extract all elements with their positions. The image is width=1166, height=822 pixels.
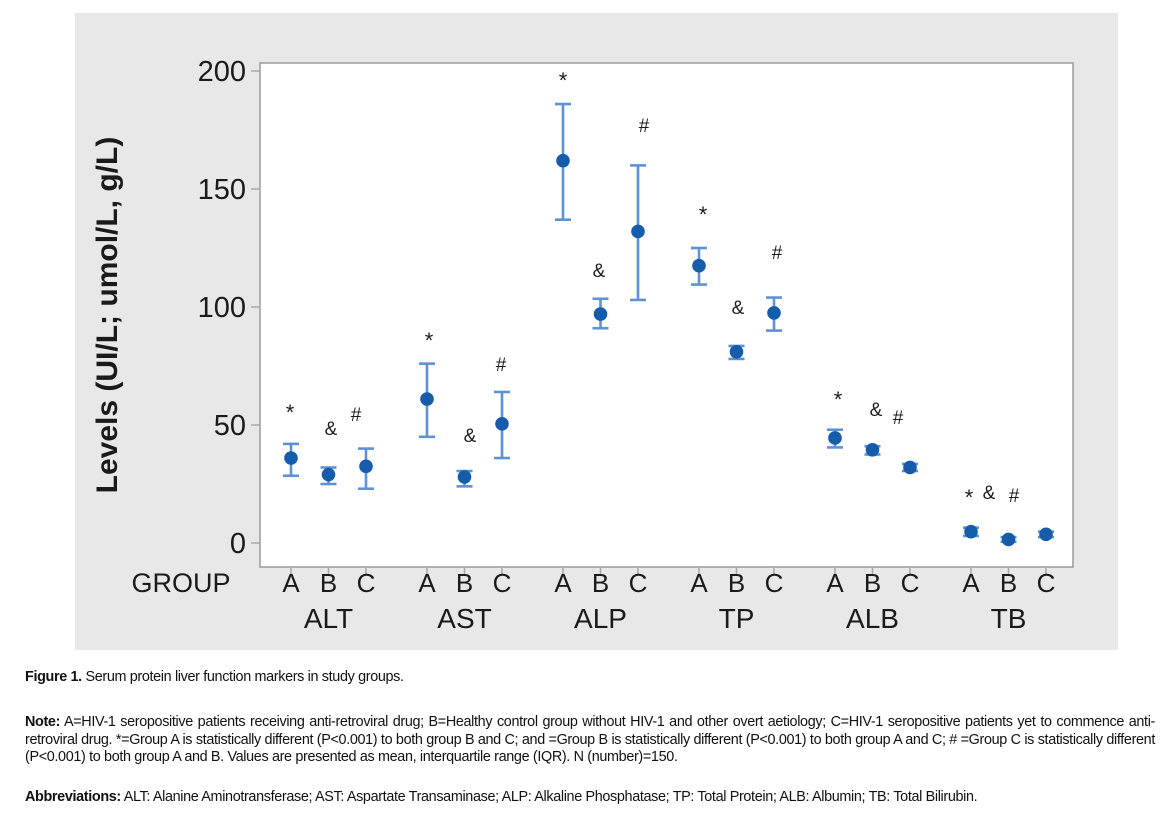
x-point-label: C	[900, 568, 920, 598]
x-point-label: A	[690, 568, 708, 598]
data-point	[594, 307, 608, 321]
significance-marker: #	[1008, 486, 1020, 507]
significance-marker: #	[771, 243, 783, 264]
significance-marker: *	[833, 387, 843, 412]
data-point	[866, 443, 880, 457]
plot-area	[260, 63, 1073, 567]
data-point	[730, 345, 744, 359]
significance-marker: #	[892, 408, 904, 429]
x-point-label: C	[356, 568, 376, 598]
x-point-label: B	[455, 568, 474, 598]
figure-abbreviations	[25, 789, 1155, 807]
y-axis-title: Levels (UI/L; umol/L, g/L)	[91, 136, 124, 494]
x-group-label: AST	[437, 603, 492, 634]
figure-abbreviations-text: ALT: Alanine Aminotransferase; AST: Aspartate Transaminase; ALP: Alkaline Phosphatase; TP: Total Protein; ALB: Albumin; TB: Total Bilirubin.	[120, 789, 978, 805]
x-point-label: B	[727, 568, 746, 598]
x-group-label: ALT	[303, 603, 354, 634]
x-group-label: ALB	[846, 603, 899, 634]
x-group-label: TB	[990, 603, 1027, 634]
data-point	[495, 417, 509, 431]
x-point-label: C	[628, 568, 648, 598]
x-point-label: A	[826, 568, 844, 598]
data-point	[828, 431, 842, 445]
x-point-label: A	[282, 568, 300, 598]
x-point-label: C	[1036, 568, 1056, 598]
significance-marker: #	[495, 355, 507, 376]
data-point	[692, 259, 706, 273]
significance-marker: *	[964, 485, 974, 510]
figure-caption	[25, 669, 1155, 687]
y-tick-label: 150	[197, 174, 246, 206]
x-point-label: B	[591, 568, 610, 598]
x-point-label: A	[418, 568, 436, 598]
x-point-label: A	[554, 568, 572, 598]
data-point	[1039, 527, 1053, 541]
x-point-label: B	[863, 568, 882, 598]
figure-abbreviations-label: Abbreviations:	[25, 789, 121, 805]
significance-marker: &	[982, 483, 996, 504]
data-point	[903, 461, 917, 475]
significance-marker: *	[424, 328, 434, 353]
x-point-label: B	[999, 568, 1018, 598]
significance-marker: #	[350, 405, 362, 426]
significance-marker: &	[731, 298, 745, 319]
significance-marker: &	[869, 400, 883, 421]
y-tick-label: 0	[229, 528, 246, 560]
significance-marker: &	[324, 419, 338, 440]
significance-marker: &	[463, 426, 477, 447]
data-point	[767, 306, 781, 320]
data-point	[631, 225, 645, 239]
x-point-label: C	[764, 568, 784, 598]
figure-note	[25, 714, 1155, 767]
data-point	[359, 460, 373, 474]
group-axis-label: GROUP	[131, 568, 231, 598]
data-point	[458, 470, 472, 484]
y-tick-label: 100	[197, 292, 246, 324]
data-point	[964, 525, 978, 539]
figure-caption-label: Figure 1.	[25, 669, 82, 685]
data-point	[1002, 533, 1016, 547]
x-point-label: B	[319, 568, 338, 598]
figure-note-label: Note:	[25, 714, 61, 730]
significance-marker: *	[558, 68, 568, 93]
x-point-label: A	[962, 568, 980, 598]
data-point	[322, 468, 336, 482]
figure-caption-text: Serum protein liver function markers in study groups.	[81, 669, 404, 685]
significance-marker: *	[698, 202, 708, 227]
y-tick-label: 50	[213, 410, 246, 442]
data-point	[420, 392, 434, 406]
significance-marker: #	[638, 116, 650, 137]
data-point	[556, 154, 570, 168]
significance-marker: *	[285, 400, 295, 425]
x-group-label: TP	[718, 603, 755, 634]
figure-note-text: A=HIV-1 seropositive patients receiving anti-retroviral drug; B=Healthy control group without HIV-1 and other overt aetiology; C=HIV-1 seropositive patients yet to commence anti-retroviral drug. *=Group A is statistically different (P<0.001) to both group B and C; and =Group B is statistically different (P<0.001) to both group A and C; # =Group C is statistically different (P<0.001) to both group A and B. Values are presented as mean, interquartile range (IQR). N (number)=150.	[25, 714, 1155, 766]
significance-marker: &	[592, 261, 606, 282]
x-point-label: C	[492, 568, 512, 598]
data-point	[284, 451, 298, 465]
x-group-label: ALP	[574, 603, 627, 634]
y-tick-label: 200	[197, 56, 246, 88]
